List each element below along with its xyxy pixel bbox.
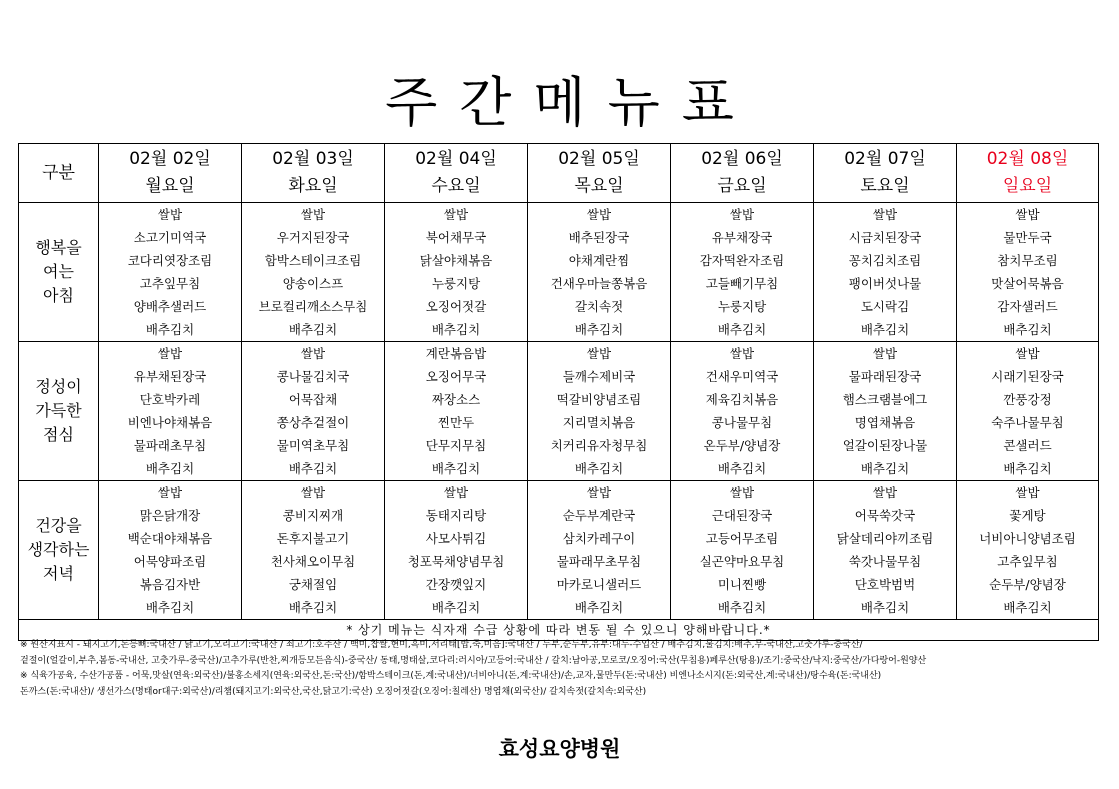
footnote-line: 돈까스(돈:국내산)/ 생선가스(명태or대구:외국산)/리챔(돼지고기:외국산,국산,닭고기:국산) 오징어젓갈(오징어:칠레산) 명엽채(외국산)/ 갈치속젓(갈치속:외국산) xyxy=(20,686,647,697)
meal-cell xyxy=(99,481,242,620)
menu-item: 쌀밥 xyxy=(443,485,469,500)
menu-item: 물파래무초무침 xyxy=(556,554,642,569)
menu-item: 도시락김 xyxy=(860,299,910,314)
menu-item: 배추된장국 xyxy=(568,230,630,245)
menu-item: 콩나물무침 xyxy=(711,415,773,430)
meal-cell xyxy=(671,342,814,481)
menu-item: 쌀밥 xyxy=(729,485,755,500)
menu-item: 배추김치 xyxy=(717,600,767,615)
meal-row-1 xyxy=(19,342,1099,481)
day-date: 02월 02일 xyxy=(129,149,211,169)
menu-item: 삼치카레구이 xyxy=(562,531,636,546)
meal-label-line: 생각하는 xyxy=(27,540,90,559)
menu-item: 배추김치 xyxy=(145,322,195,337)
day-weekday: 월요일 xyxy=(145,176,195,196)
menu-item: 쌀밥 xyxy=(157,207,183,222)
day-weekday: 금요일 xyxy=(717,176,767,196)
menu-item: 배추김치 xyxy=(1003,461,1052,476)
day-weekday: 목요일 xyxy=(574,176,624,196)
menu-item: 물파래된장국 xyxy=(848,369,922,384)
menu-item: 배추김치 xyxy=(431,600,481,615)
meal-cell xyxy=(814,342,957,481)
corner-cell: 구분 xyxy=(19,144,99,203)
day-header-6 xyxy=(957,144,1099,203)
menu-item: 근대된장국 xyxy=(711,508,773,523)
menu-item: 숙주나물무침 xyxy=(991,415,1064,430)
menu-item: 떡갈비양념조림 xyxy=(556,392,642,407)
meal-label-line: 아침 xyxy=(43,286,74,305)
menu-item: 배추김치 xyxy=(1003,600,1052,615)
menu-item: 실곤약마요무침 xyxy=(699,554,785,569)
menu-item: 쌀밥 xyxy=(872,485,898,500)
menu-item: 배추김치 xyxy=(574,461,624,476)
menu-item: 계란볶음밥 xyxy=(425,346,487,361)
menu-item: 명엽채볶음 xyxy=(854,415,916,430)
meal-label-line: 점심 xyxy=(43,425,74,444)
menu-item: 쌀밥 xyxy=(872,207,898,222)
menu-item: 쌀밥 xyxy=(729,207,755,222)
meal-label xyxy=(19,481,99,620)
menu-item: 고추잎무침 xyxy=(139,276,201,291)
menu-item: 궁채절임 xyxy=(288,577,338,592)
menu-item: 쌀밥 xyxy=(157,346,183,361)
meal-label-line: 행복을 xyxy=(35,238,82,257)
menu-item: 단호박범벅 xyxy=(854,577,916,592)
menu-item: 단호박카레 xyxy=(139,392,201,407)
day-header-2 xyxy=(385,144,528,203)
menu-item: 꽁치김치조림 xyxy=(848,253,922,268)
menu-item: 짜장소스 xyxy=(431,392,481,407)
menu-item: 팽이버섯나물 xyxy=(848,276,922,291)
meal-cell xyxy=(242,203,385,342)
menu-item: 쌀밥 xyxy=(586,485,612,500)
menu-item: 깐풍강정 xyxy=(1003,392,1052,407)
meal-cell xyxy=(242,481,385,620)
meal-cell xyxy=(242,342,385,481)
menu-item: 배추김치 xyxy=(1003,322,1052,337)
meal-cell xyxy=(385,481,528,620)
meal-label-line: 여는 xyxy=(43,262,74,281)
meal-cell xyxy=(385,203,528,342)
menu-item: 고추잎무침 xyxy=(997,554,1058,569)
menu-item: 쌀밥 xyxy=(300,485,326,500)
menu-item: 감자떡완자조림 xyxy=(699,253,785,268)
menu-item: 청포묵채양념무침 xyxy=(407,554,505,569)
footnote-line: 겉절이(얼갈이,부추,봄동-국내산, 고춧가루-중국산)/고추가루(반찬,찌개등모든음식)-중국산/ 동태,명태살,코다리:러시아/고등어:국내산 / 갈치:남아공,모로코/오징어:국산(무침용)페루산(탕용)/조기:중국산/낙지:중국산/가다랑어-원양산 xyxy=(20,655,927,666)
meal-row-2 xyxy=(19,481,1099,620)
menu-item: 콩나물김치국 xyxy=(276,369,350,384)
menu-item: 순두부계란국 xyxy=(562,508,636,523)
menu-item: 맛살어묵볶음 xyxy=(991,276,1064,291)
menu-item: 볶음김자반 xyxy=(139,577,201,592)
meal-cell xyxy=(528,481,671,620)
meal-cell xyxy=(957,203,1099,342)
meal-cell xyxy=(528,342,671,481)
day-weekday: 화요일 xyxy=(288,176,338,196)
menu-item: 마카로니샐러드 xyxy=(556,577,642,592)
menu-item: 배추김치 xyxy=(717,461,767,476)
day-header-0 xyxy=(99,144,242,203)
menu-item: 쌀밥 xyxy=(586,207,612,222)
menu-item: 건새우미역국 xyxy=(705,369,779,384)
menu-item: 갈치속젓 xyxy=(574,299,624,314)
menu-item: 누룽지탕 xyxy=(431,276,481,291)
menu-item: 배추김치 xyxy=(717,322,767,337)
menu-item: 단무지무침 xyxy=(425,438,487,453)
menu-item: 너비아니양념조림 xyxy=(979,531,1076,546)
header-row xyxy=(19,144,1099,203)
menu-item: 사모사튀김 xyxy=(425,531,487,546)
day-date: 02월 03일 xyxy=(272,149,354,169)
meal-label-line: 가득한 xyxy=(35,401,82,420)
meal-cell xyxy=(957,481,1099,620)
day-date: 02월 08일 xyxy=(986,149,1069,169)
menu-item: 코다리엿장조림 xyxy=(127,253,213,268)
meal-cell xyxy=(671,203,814,342)
menu-item: 쌀밥 xyxy=(586,346,612,361)
menu-item: 배추김치 xyxy=(431,322,481,337)
menu-item: 맑은닭개장 xyxy=(139,508,201,523)
meal-cell xyxy=(814,481,957,620)
menu-item: 쌀밥 xyxy=(1015,485,1040,500)
day-date: 02월 06일 xyxy=(701,149,783,169)
day-weekday: 일요일 xyxy=(1002,176,1053,196)
menu-item: 소고기미역국 xyxy=(133,230,207,245)
weekly-menu-table xyxy=(18,143,1099,641)
day-date: 02월 05일 xyxy=(558,149,640,169)
menu-item: 콩비지찌개 xyxy=(282,508,344,523)
day-weekday: 토요일 xyxy=(860,176,910,196)
menu-item: 쑥갓나물무침 xyxy=(848,554,922,569)
menu-item: 간장깻잎지 xyxy=(425,577,487,592)
menu-item: 백순대야채볶음 xyxy=(127,531,213,546)
menu-item: 유부채장국 xyxy=(711,230,773,245)
meal-row-0 xyxy=(19,203,1099,342)
menu-item: 쌀밥 xyxy=(729,346,755,361)
menu-item: 들깨수제비국 xyxy=(562,369,636,384)
menu-item: 배추김치 xyxy=(574,600,624,615)
menu-item: 쌀밥 xyxy=(300,207,326,222)
menu-item: 제육김치볶음 xyxy=(705,392,779,407)
menu-item: 양배추샐러드 xyxy=(133,299,207,314)
menu-item: 쌀밥 xyxy=(1015,207,1040,222)
menu-item: 닭살야채볶음 xyxy=(419,253,493,268)
menu-item: 북어채무국 xyxy=(425,230,487,245)
day-header-4 xyxy=(671,144,814,203)
menu-item: 배추김치 xyxy=(145,600,195,615)
menu-item: 물미역초무침 xyxy=(276,438,350,453)
meal-cell xyxy=(814,203,957,342)
menu-item: 물만두국 xyxy=(1003,230,1052,245)
menu-item: 꽃게탕 xyxy=(1009,508,1046,523)
menu-item: 어묵잡채 xyxy=(288,392,338,407)
meal-cell xyxy=(385,342,528,481)
menu-item: 시금치된장국 xyxy=(848,230,922,245)
day-header-1 xyxy=(242,144,385,203)
menu-item: 유부채된장국 xyxy=(133,369,207,384)
menu-item: 배추김치 xyxy=(288,461,338,476)
menu-item: 비엔나야채볶음 xyxy=(127,415,213,430)
day-date: 02월 07일 xyxy=(844,149,926,169)
page-title: 주간메뉴표 xyxy=(385,71,756,134)
menu-item: 치커리유자청무침 xyxy=(550,438,648,453)
menu-item: 찐만두 xyxy=(437,415,475,430)
menu-item: 고등어무조림 xyxy=(705,531,779,546)
meal-label-line: 정성이 xyxy=(35,377,82,396)
menu-item: 누룽지탕 xyxy=(717,299,767,314)
menu-item: 우거지된장국 xyxy=(276,230,350,245)
menu-item: 오징어무국 xyxy=(425,369,487,384)
menu-item: 감자샐러드 xyxy=(997,299,1058,314)
footnote-line: ※ 식육가공육, 수산가공품 - 어묵,맛살(연육:외국산)/불홍소세지(연육:외국산,돈:국산)/함박스테이크(돈,계:국내산)/너비아니(돈,계:국내산)/손,교자,물만두(돈:국내산) 비엔나소시지(돈:외국산,계:국내산)/탕수육(돈:국내산) xyxy=(20,671,882,681)
menu-item: 양송이스프 xyxy=(282,276,344,291)
menu-item: 얼갈이된장나물 xyxy=(842,438,928,453)
menu-item: 돈후지불고기 xyxy=(276,531,350,546)
menu-item: 천사채오이무침 xyxy=(270,554,356,569)
meal-cell xyxy=(99,342,242,481)
menu-item: 지리멸치볶음 xyxy=(562,415,636,430)
menu-item: 야채계란찜 xyxy=(568,253,630,268)
menu-item: 쌀밥 xyxy=(300,346,326,361)
menu-item: 배추김치 xyxy=(288,600,338,615)
day-header-5 xyxy=(814,144,957,203)
menu-item: 물파래초무침 xyxy=(133,438,207,453)
meal-cell xyxy=(957,342,1099,481)
footnote-line: ※ 원산지표시 - 돼지고기,돈등뼈:국내산 / 닭고기,오리고기:국내산 / 쇠고기:호주산 / 백미,찹쌀,현미,흑미,서리태[밥,죽,미음]:국내산 / 두부,순두부,유부:대두-수입산 / 배추김치,물김치:배추,무-국내산,고춧가루-중국산/ xyxy=(20,640,863,650)
menu-item: 쌀밥 xyxy=(1015,346,1040,361)
menu-item: 배추김치 xyxy=(860,600,910,615)
menu-item: 배추김치 xyxy=(574,322,624,337)
menu-item: 콘샐러드 xyxy=(1003,438,1052,453)
day-date: 02월 04일 xyxy=(415,149,497,169)
menu-item: 배추김치 xyxy=(860,461,910,476)
menu-item: 배추김치 xyxy=(145,461,195,476)
notice-text: * 상기 메뉴는 식자재 수급 상황에 따라 변동 될 수 있으니 양해바랍니다.* xyxy=(19,620,1099,641)
meal-label xyxy=(19,203,99,342)
menu-item: 오징어젓갈 xyxy=(425,299,487,314)
meal-label xyxy=(19,342,99,481)
hospital-name: 효성요양병원 xyxy=(498,737,621,761)
menu-body xyxy=(19,203,1099,620)
menu-item: 순두부/양념장 xyxy=(989,577,1066,592)
menu-item: 온두부/양념장 xyxy=(703,438,781,453)
menu-item: 미니찐빵 xyxy=(717,577,767,592)
origin-footnotes xyxy=(20,638,1110,700)
menu-item: 쌀밥 xyxy=(443,207,469,222)
menu-item: 닭살데리야끼조림 xyxy=(836,531,934,546)
menu-item: 배추김치 xyxy=(431,461,481,476)
menu-item: 어묵양파조림 xyxy=(133,554,207,569)
menu-item: 배추김치 xyxy=(860,322,910,337)
menu-item: 배추김치 xyxy=(288,322,338,337)
menu-item: 고들빼기무침 xyxy=(705,276,779,291)
menu-item: 시래기된장국 xyxy=(991,369,1064,384)
menu-item: 건새우마늘쫑볶음 xyxy=(550,276,648,291)
meal-cell xyxy=(528,203,671,342)
menu-item: 브로컬리깨소스무침 xyxy=(258,299,368,314)
menu-item: 동태지리탕 xyxy=(425,508,487,523)
menu-item: 어묵쑥갓국 xyxy=(854,508,916,523)
menu-item: 쫑상추겉절이 xyxy=(276,415,350,430)
meal-label-line: 건강을 xyxy=(35,516,82,535)
menu-item: 햄스크램블에그 xyxy=(842,392,928,407)
meal-cell xyxy=(671,481,814,620)
meal-cell xyxy=(99,203,242,342)
menu-item: 참치무조림 xyxy=(997,253,1058,268)
menu-item: 쌀밥 xyxy=(157,485,183,500)
menu-item: 쌀밥 xyxy=(872,346,898,361)
day-header-3 xyxy=(528,144,671,203)
day-weekday: 수요일 xyxy=(431,176,481,196)
meal-label-line: 저녁 xyxy=(43,564,74,583)
menu-item: 함박스테이크조림 xyxy=(264,253,362,268)
